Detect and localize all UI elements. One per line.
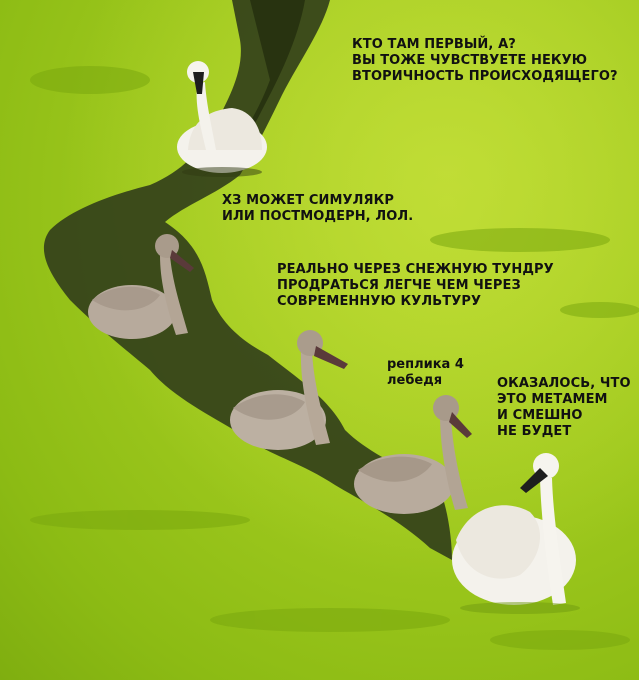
- caption-swan-4: реплика 4 лебедя: [387, 357, 464, 388]
- caption-swan-5: ОКАЗАЛОСЬ, ЧТО ЭТО МЕТАМЕМ И СМЕШНО НЕ БУДЕТ: [497, 376, 631, 439]
- caption-swan-1: КТО ТАМ ПЕРВЫЙ, А? ВЫ ТОЖЕ ЧУВСТВУЕТЕ НЕКУЮ ВТОРИЧНОСТЬ ПРОИСХОДЯЩЕГО?: [352, 37, 618, 84]
- caption-swan-3: РЕАЛЬНО ЧЕРЕЗ СНЕЖНУЮ ТУНДРУ ПРОДРАТЬСЯ ЛЕГЧЕ ЧЕМ ЧЕРЕЗ СОВРЕМЕННУЮ КУЛЬТУРУ: [277, 262, 554, 309]
- caption-swan-2: ХЗ МОЖЕТ СИМУЛЯКР ИЛИ ПОСТМОДЕРН, ЛОЛ.: [222, 193, 414, 224]
